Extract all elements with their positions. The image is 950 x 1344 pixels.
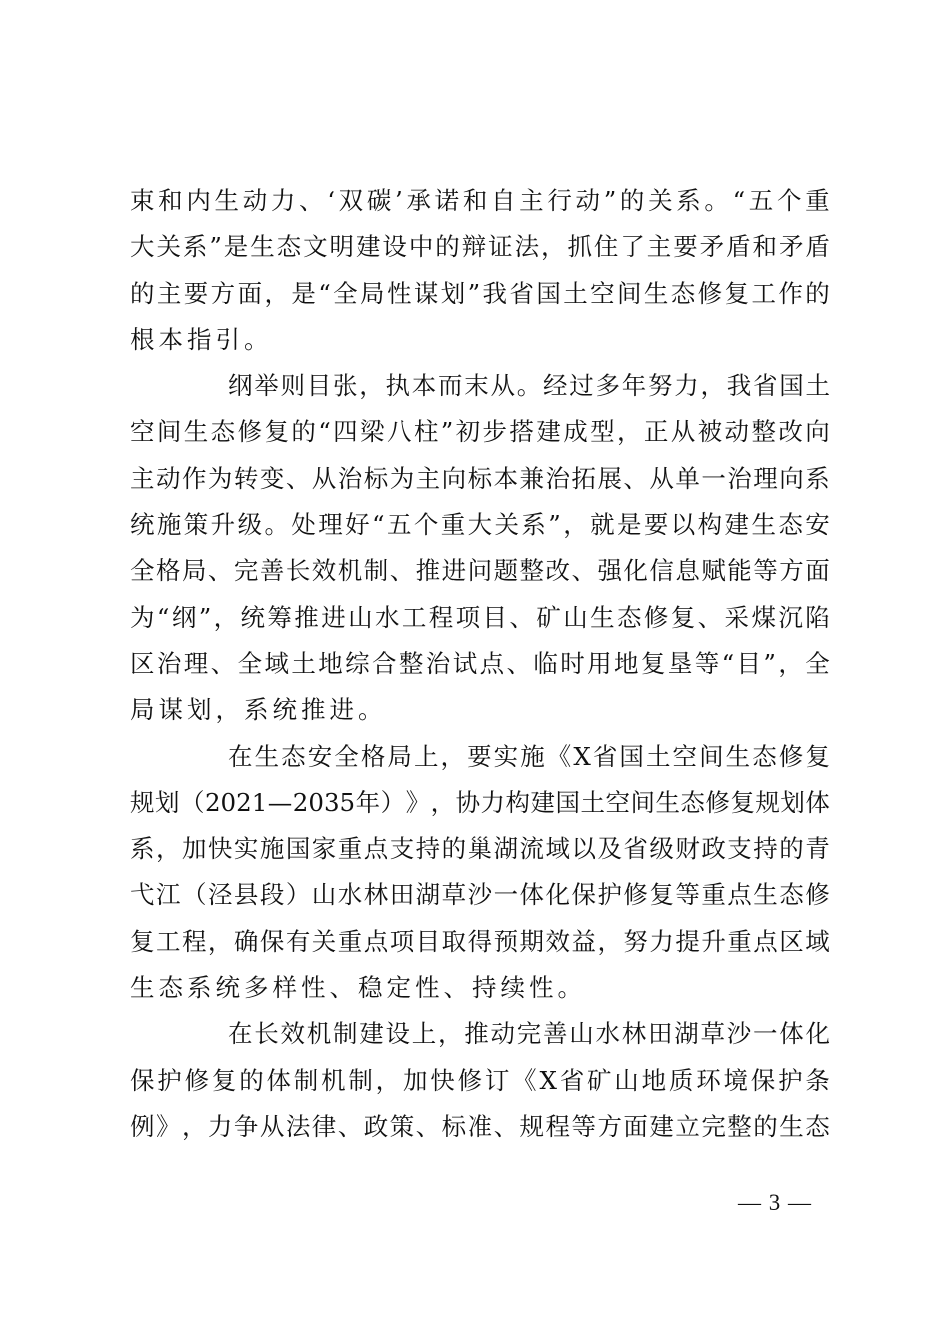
- text-line: 空 间 生 态 修 复 的 “ 四 梁 八 柱 ” 初 步 搭 建 成 型 ， 正 从 被 动 整 改 向: [130, 417, 830, 447]
- text-line: 束 和 内 生 动 力 、 ‘ 双 碳 ’ 承 诺 和 自 主 行 动 ” 的 关 系 。 “ 五 个 重: [130, 186, 830, 215]
- body-text: [130, 178, 830, 1150]
- text-line: 大 关 系 ” 是 生 态 文 明 建 设 中 的 辩 证 法 ， 抓 住 了 主 要 矛 盾 和 矛 盾: [130, 232, 830, 262]
- text-line: 的 主 要 方 面 ， 是 “ 全 局 性 谋 划 ” 我 省 国 土 空 间 生 态 修 复 工 作 的: [130, 278, 830, 308]
- text-line: 全 格 局 、 完 善 长 效 机 制 、 推 进 问 题 整 改 、 强 化 信 息 赋 能 等 方 面: [130, 556, 830, 586]
- text-line: 根 本 指 引 。: [130, 324, 269, 354]
- text-line: 统 施 策 升 级 。 处 理 好 “ 五 个 重 大 关 系 ” ， 就 是 要 以 构 建 生 态 安: [130, 510, 830, 540]
- text-line: 为 “ 纲 ” ， 统 筹 推 进 山 水 工 程 项 目 、 矿 山 生 态 修 复 、 采 煤 沉 陷: [130, 602, 830, 632]
- text-line: 纲 举 则 目 张 ， 执 本 而 末 从 。 经 过 多 年 努 力 ， 我 省 国 土: [228, 371, 830, 401]
- text-line: 局 谋 划 ， 系 统 推 进 。: [130, 695, 383, 725]
- text-line: 生 态 系 统 多 样 性 、 稳 定 性 、 持 续 性 。: [130, 973, 582, 1003]
- text-line: 例 》 ， 力 争 从 法 律 、 政 策 、 标 准 、 规 程 等 方 面 建 立 完 整 的 生 态: [130, 1111, 830, 1141]
- text-line: 在 生 态 安 全 格 局 上 ， 要 实 施 《 X 省 国 土 空 间 生 态 修 复: [228, 741, 830, 771]
- text-line: 在 长 效 机 制 建 设 上 ， 推 动 完 善 山 水 林 田 湖 草 沙 一 体 化: [228, 1019, 830, 1049]
- text-line: 弋 江 （ 泾 县 段 ） 山 水 林 田 湖 草 沙 一 体 化 保 护 修 复 等 重 点 生 态 修: [130, 880, 830, 910]
- text-line: 主 动 作 为 转 变 、 从 治 标 为 主 向 标 本 兼 治 拓 展 、 从 单 一 治 理 向 系: [130, 463, 830, 493]
- text-line: 复 工 程 ， 确 保 有 关 重 点 项 目 取 得 预 期 效 益 ， 努 力 提 升 重 点 区 域: [130, 926, 830, 956]
- page-number: — 3 —: [738, 1190, 812, 1215]
- text-line: 规 划 （ 2021 — 2035 年 ） 》 ， 协 力 构 建 国 土 空 间 生 态 修 复 规 划 体: [130, 787, 830, 817]
- text-line: 系 ， 加 快 实 施 国 家 重 点 支 持 的 巢 湖 流 域 以 及 省 级 财 政 支 持 的 青: [130, 834, 830, 864]
- text-line: 区 治 理 、 全 域 土 地 综 合 整 治 试 点 、 临 时 用 地 复 垦 等 “ 目 ” ， 全: [130, 648, 830, 678]
- text-line: 保 护 修 复 的 体 制 机 制 ， 加 快 修 订 《 X 省 矿 山 地 质 环 境 保 护 条: [130, 1065, 830, 1095]
